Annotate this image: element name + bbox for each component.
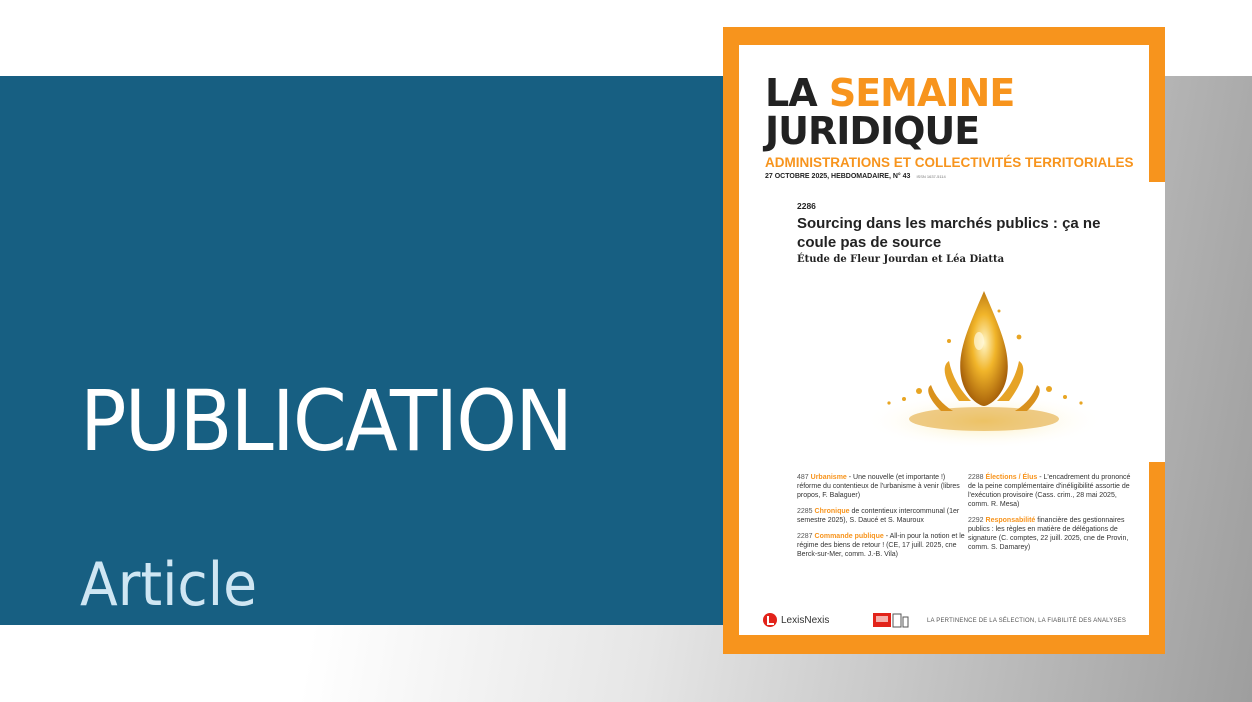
- toc-item: 487 Urbanisme - Une nouvelle (et importante !) réforme du contentieux de l'urbanisme à venir (libres propos, F. Balaguer): [797, 474, 960, 499]
- cover-tagline: LA PERTINENCE DE LA SÉLECTION, LA FIABILITÉ DES ANALYSES: [927, 618, 1127, 624]
- issue-date: 27 OCTOBRE 2025, HEBDOMADAIRE, N° 43: [765, 173, 911, 180]
- cover-title-la: LA: [765, 71, 829, 115]
- publisher-name: LexisNexis: [781, 614, 830, 626]
- cover-subtitle: ADMINISTRATIONS ET COLLECTIVITÉS TERRITORIALES: [765, 155, 1134, 170]
- banner-headline: PUBLICATION: [80, 372, 572, 470]
- toc-right-column: [968, 473, 1138, 559]
- devices-icon: [873, 611, 909, 629]
- issn: ISSN 1637-5114: [916, 174, 946, 179]
- banner-panel: [0, 76, 723, 625]
- cover-issue: [765, 173, 946, 180]
- toc-item: 2287 Commande publique - All-in pour la notion et le régime des biens de retour ! (CE, 17 juill. 2025, cne Berck-sur-Mer, comm. J.-B. Vila): [797, 533, 965, 558]
- toc-item: 2292 Responsabilité financière des gestionnaires publics : les règles en matière de délégations de signature (C. comptes, 22 juill. 2025, cne de Provin, comm. S. Damarey): [968, 517, 1129, 551]
- toc-left-column: [797, 473, 967, 566]
- publisher-logo: [763, 613, 829, 627]
- cover-title-semaine: SEMAINE: [828, 71, 1015, 115]
- cover-title-line2: JURIDIQUE: [765, 109, 980, 153]
- oil-splash-image: [849, 271, 1119, 471]
- feature-number: 2286: [797, 201, 816, 211]
- feature-title: Sourcing dans les marchés publics : ça ne coule pas de source: [797, 215, 1101, 251]
- toc-item: 2288 Élections / Élus - L'encadrement du prononcé de la peine complémentaire d'inéligibilité assortie de l'exécution provisoire (Cass. crim., 28 mai 2025, comm. R. Mesa): [968, 474, 1131, 508]
- toc-item: 2285 Chronique de contentieux intercommunal (1er semestre 2025), S. Daucé et S. Mauroux: [797, 508, 960, 524]
- cover-page: [739, 45, 1149, 635]
- cover-title-line1: [765, 73, 1014, 113]
- banner-subhead: Article: [80, 550, 258, 620]
- feature-author: Étude de Fleur Jourdan et Léa Diatta: [797, 254, 1005, 265]
- magazine-cover: [723, 27, 1165, 654]
- lexisnexis-logo-icon: [763, 613, 777, 627]
- cover-edge-gap: [1149, 182, 1165, 462]
